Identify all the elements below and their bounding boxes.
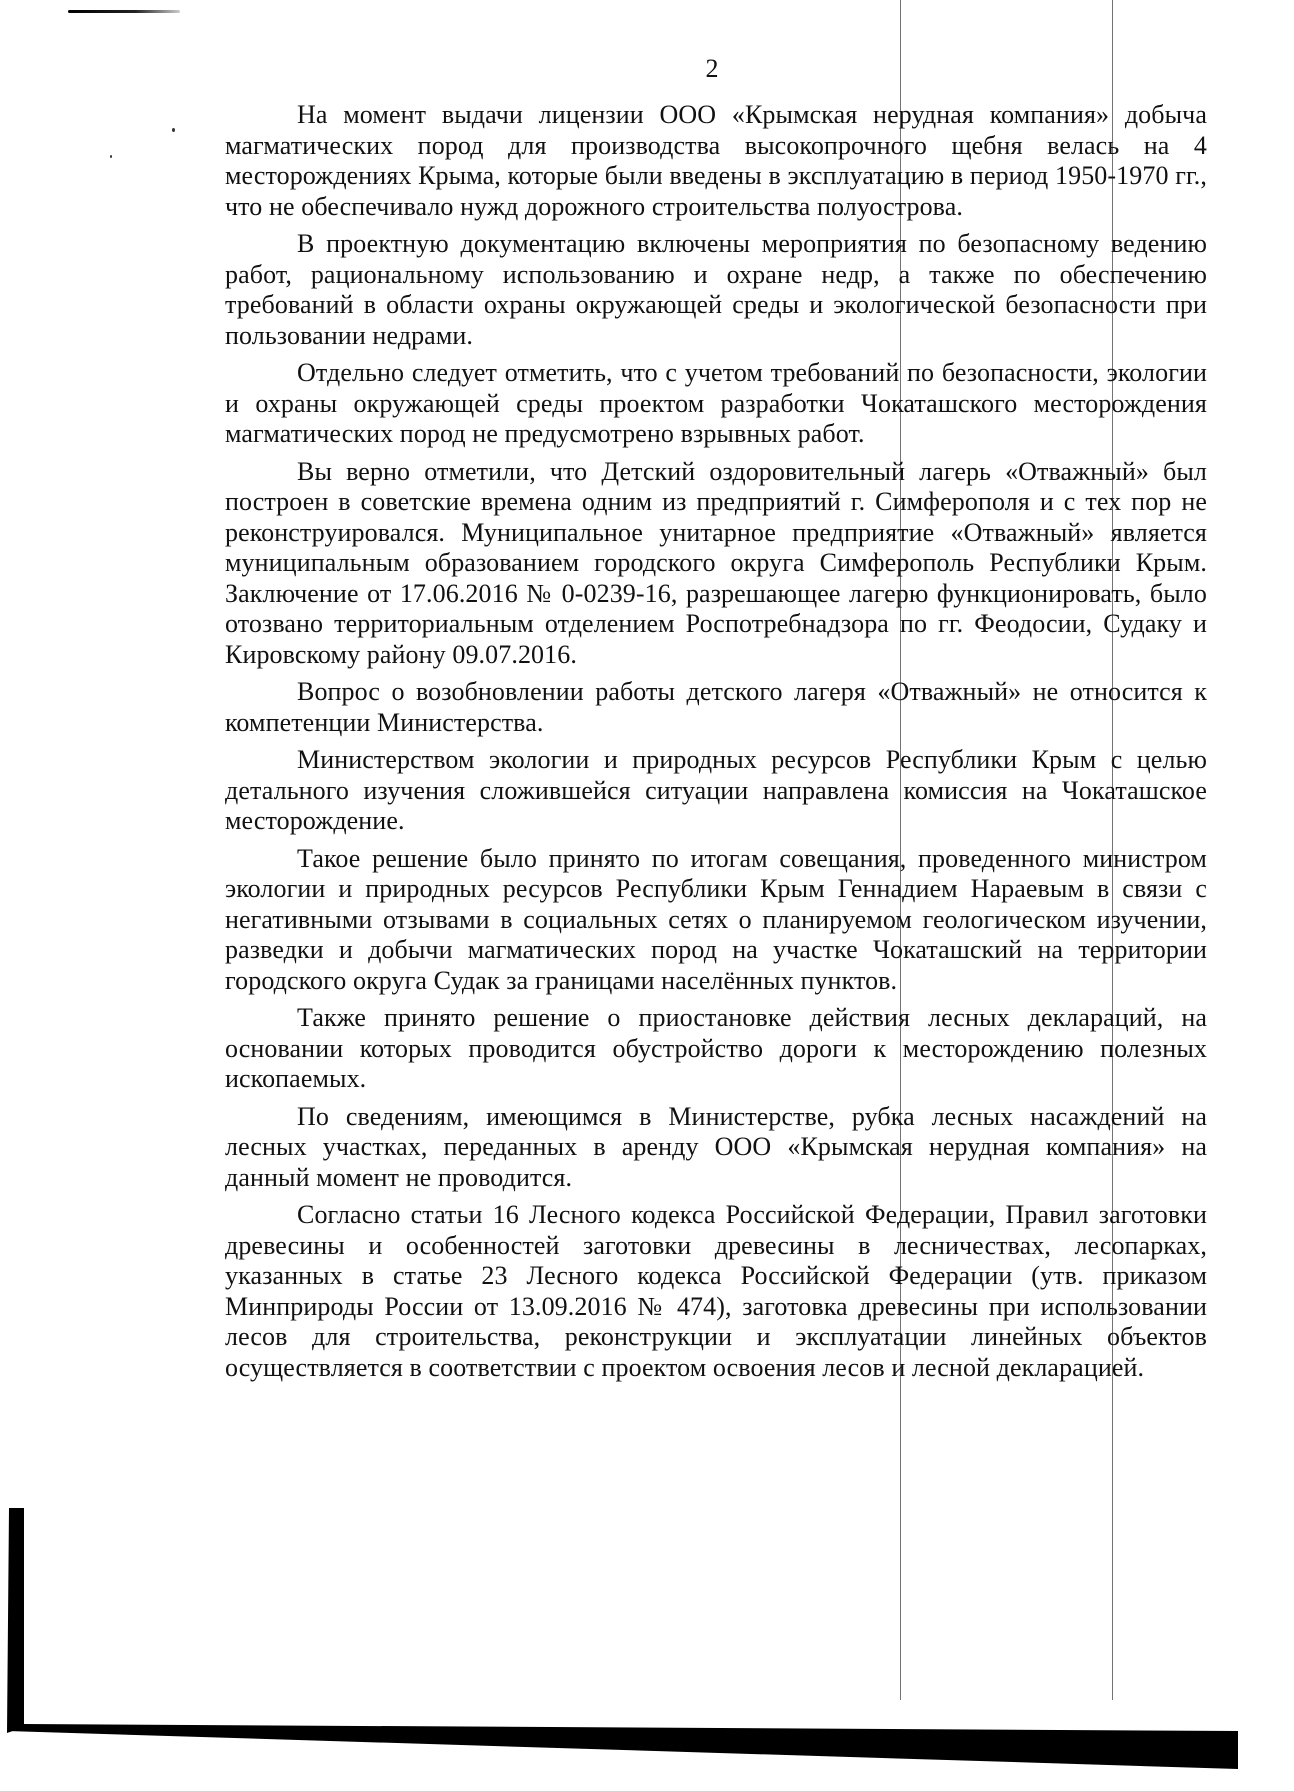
scan-top-rule (68, 10, 180, 13)
paragraph: Вы верно отметили, что Детский оздоровительный лагерь «Отважный» был построен в советские времена одним из предприятий г. Симферополя и с тех пор не реконструировался. Муниципальное унитарное предприятие «Отважный» является муниципальным образованием городского округа Симферополь Республики Крым. Заключение от 17.06.2016 № 0-0239-16, разрешающее лагерю функционировать, было отозвано территориальным отделением Роспотребнадзора по гг. Феодосии, Судаку и Кировскому району 09.07.2016. (225, 456, 1207, 669)
paragraph: Вопрос о возобновлении работы детского лагеря «Отважный» не относится к компетенции Министерства. (225, 677, 1207, 737)
scan-border-left (7, 1508, 24, 1733)
paragraph: По сведениям, имеющимся в Министерстве, рубка лесных насаждений на лесных участках, переданных в аренду ООО «Крымская нерудная компания» на данный момент не проводится. (225, 1101, 1207, 1192)
paragraph: На момент выдачи лицензии ООО «Крымская нерудная компания» добыча магматических пород для производства высокопрочного щебня велась на 4 месторождениях Крыма, которые были введены в эксплуатацию в период 1950-1970 гг., что не обеспечивало нужд дорожного строительства полуострова. (225, 100, 1207, 221)
scan-border-bottom (7, 1724, 1238, 1769)
paragraph: В проектную документацию включены мероприятия по безопасному ведению работ, рациональному использованию и охране недр, а также по обеспечению требований в области охраны окружающей среды и экологической безопасности при пользовании недрами. (225, 229, 1207, 350)
paragraph: Такое решение было принято по итогам совещания, проведенного министром экологии и природных ресурсов Республики Крым Геннадием Нараевым в связи с негативными отзывами в социальных сетях о планируемом геологическом изучении, разведки и добычи магматических пород на участке Чокаташский на территории городского округа Судак за границами населённых пунктов. (225, 843, 1207, 995)
scan-speck (110, 155, 112, 158)
paragraph: Отдельно следует отметить, что с учетом требований по безопасности, экологии и охраны окружающей среды проектом разработки Чокаташского месторождения магматических пород не предусмотрено взрывных работ. (225, 358, 1207, 448)
page-number: 2 (705, 54, 719, 83)
scan-speck (172, 128, 175, 132)
paragraph: Министерством экологии и природных ресурсов Республики Крым с целью детального изучения сложившейся ситуации направлена комиссия на Чокаташское месторождение. (225, 745, 1207, 835)
paragraph: Согласно статьи 16 Лесного кодекса Российской Федерации, Правил заготовки древесины и особенностей заготовки древесины в лесничествах, лесопарках, указанных в статье 23 Лесного кодекса Российской Федерации (утв. приказом Минприроды России от 13.09.2016 № 474), заготовка древесины при использовании лесов для строительства, реконструкции и эксплуатации линейных объектов осуществляется в соответствии с проектом освоения лесов и лесной декларацией. (225, 1200, 1207, 1382)
document-body (225, 100, 1207, 1390)
paragraph: Также принято решение о приостановке действия лесных деклараций, на основании которых проводится обустройство дороги к месторождению полезных ископаемых. (225, 1003, 1207, 1093)
